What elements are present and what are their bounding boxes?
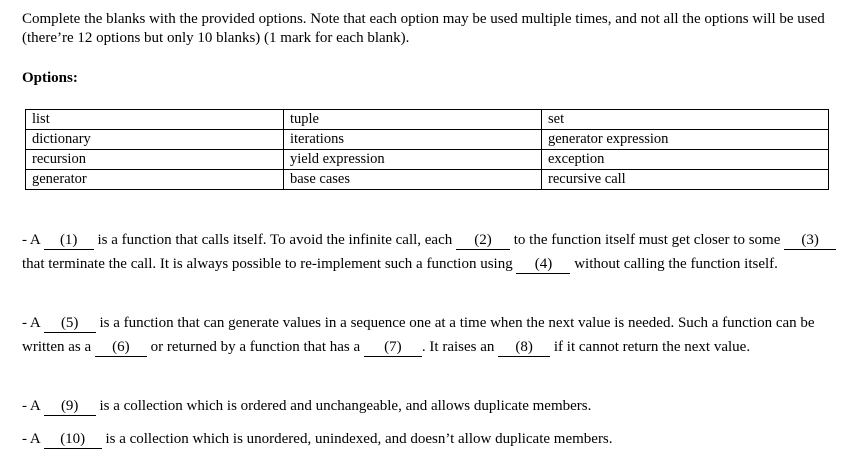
paragraph-text: is a collection which is ordered and unchangeable, and allows duplicate members. <box>95 398 592 414</box>
paragraph-text: is a function that calls itself. To avoid the infinite call, each <box>93 232 457 248</box>
table-row <box>26 150 829 170</box>
paragraph-text: to the function itself must get closer to some <box>510 232 785 248</box>
paragraph-text: is a function that can generate values in a sequence one at a time when the next value is needed. Such a function can be written as a <box>22 315 815 355</box>
blank-3: (3) <box>784 232 836 250</box>
paragraph-text: - A <box>22 431 44 447</box>
option-cell: iterations <box>284 130 542 150</box>
option-cell: list <box>26 110 284 130</box>
blank-8: (8) <box>498 339 550 357</box>
option-cell: generator expression <box>542 130 829 150</box>
blank-5: (5) <box>44 315 96 333</box>
option-cell: dictionary <box>26 130 284 150</box>
option-cell: tuple <box>284 110 542 130</box>
paragraph-text: - A <box>22 315 44 331</box>
blank-10: (10) <box>44 431 102 449</box>
option-cell: exception <box>542 150 829 170</box>
option-cell: yield expression <box>284 150 542 170</box>
option-cell: base cases <box>284 170 542 190</box>
table-row <box>26 130 829 150</box>
blank-9: (9) <box>44 398 96 416</box>
paragraph-text: if it cannot return the next value. <box>550 339 751 355</box>
paragraph-text: that terminate the call. It is always possible to re-implement such a function using <box>22 256 517 272</box>
option-cell: recursion <box>26 150 284 170</box>
paragraph-text: - A <box>22 398 44 414</box>
blank-1: (1) <box>44 232 94 250</box>
option-cell: set <box>542 110 829 130</box>
paragraph-tuple <box>22 394 852 418</box>
paragraph-recursion <box>22 228 852 276</box>
table-row <box>26 170 829 190</box>
blank-7: (7) <box>364 339 422 357</box>
blank-6: (6) <box>95 339 147 357</box>
table-row <box>26 110 829 130</box>
paragraph-text: is a collection which is unordered, unindexed, and doesn’t allow duplicate members. <box>101 431 613 447</box>
paragraph-generator <box>22 311 852 359</box>
paragraph-set <box>22 427 852 451</box>
paragraph-text: without calling the function itself. <box>570 256 778 272</box>
blank-2: (2) <box>456 232 510 250</box>
option-cell: recursive call <box>542 170 829 190</box>
options-table <box>25 109 829 190</box>
options-heading: Options: <box>22 70 78 86</box>
option-cell: generator <box>26 170 284 190</box>
blank-4: (4) <box>516 256 570 274</box>
paragraph-text: or returned by a function that has a <box>146 339 364 355</box>
paragraph-text: - A <box>22 232 44 248</box>
instructions-text: Complete the blanks with the provided options. Note that each option may be used multiple times, and not all the options will be used (there’re 12 options but only 10 blanks) (1 mark for each blank). <box>22 11 825 46</box>
paragraph-text: . It raises an <box>421 339 499 355</box>
